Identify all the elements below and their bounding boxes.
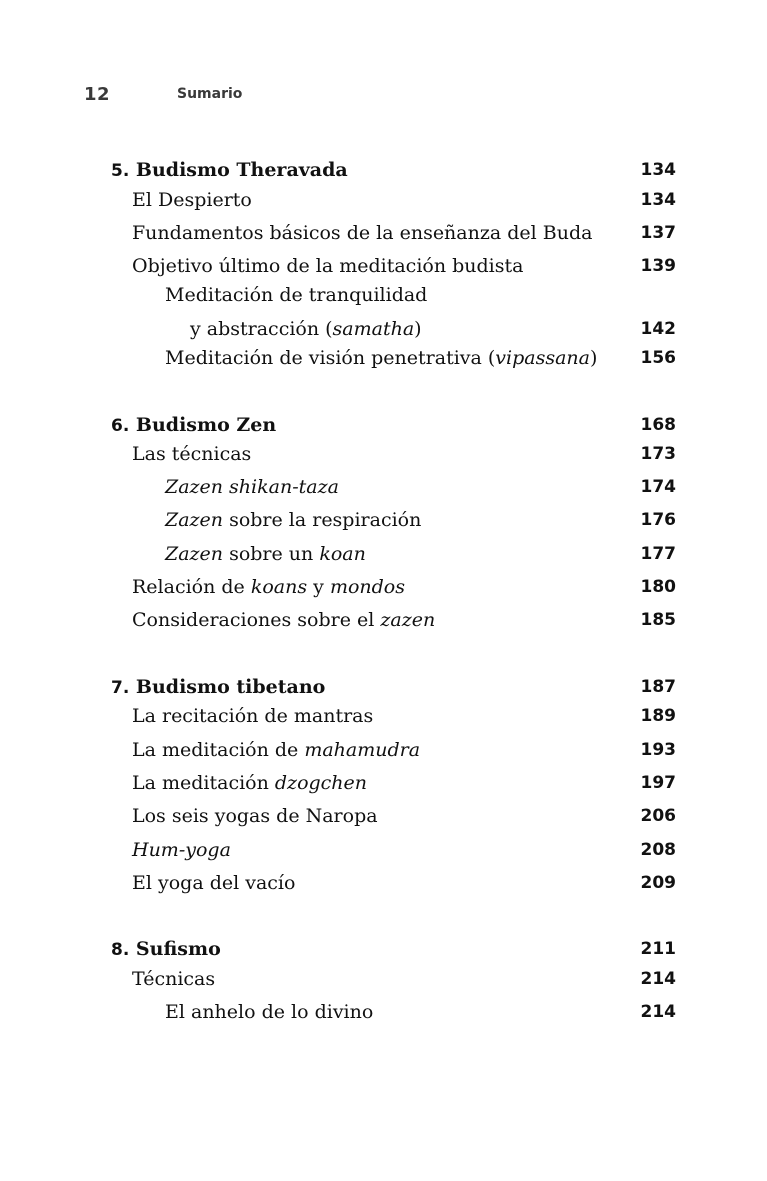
entry-text-italic: dzogchen <box>274 772 368 794</box>
entry-text: y abstracción ( <box>190 318 333 340</box>
chapter-title <box>111 157 348 184</box>
toc-entry <box>0 316 767 342</box>
chapter-title-text: Budismo Theravada <box>135 159 348 181</box>
entry-title <box>132 770 367 796</box>
toc-entry <box>0 737 767 763</box>
entry-title <box>165 507 421 533</box>
page-ref: 189 <box>640 706 676 726</box>
page-ref: 134 <box>640 160 676 180</box>
chapter-title-text: Budismo tibetano <box>135 676 326 698</box>
entry-title <box>132 574 405 600</box>
entry-text-italic: Zazen <box>165 509 224 531</box>
entry-title: El yoga del vacío <box>132 872 296 894</box>
page-ref: 142 <box>640 319 676 339</box>
chapter-number: 8. <box>111 940 130 960</box>
entry-title <box>132 837 231 863</box>
entry-title <box>190 316 422 342</box>
toc-entry <box>0 607 767 633</box>
page-ref: 168 <box>640 415 676 435</box>
entry-title: Fundamentos básicos de la enseñanza del Buda <box>132 222 593 244</box>
entry-text: sobre un <box>223 543 320 565</box>
page-ref: 206 <box>640 806 676 826</box>
page-ref: 176 <box>640 510 676 530</box>
chapter-number: 5. <box>111 161 130 181</box>
entry-text-italic: Hum-yoga <box>132 839 231 861</box>
entry-text-italic: koans <box>250 576 308 598</box>
entry-title <box>165 541 366 567</box>
entry-title: La recitación de mantras <box>132 705 374 727</box>
toc-entry <box>0 345 767 371</box>
running-head: Sumario <box>177 86 243 102</box>
page-ref: 209 <box>640 873 676 893</box>
entry-text-italic: mahamudra <box>304 739 421 761</box>
entry-text: Relación de <box>132 576 251 598</box>
toc-entry <box>0 574 767 600</box>
page-ref: 187 <box>640 677 676 697</box>
chapter-number: 7. <box>111 678 130 698</box>
entry-text: La meditación <box>132 772 275 794</box>
page-ref: 134 <box>640 190 676 210</box>
entry-text: ) <box>414 318 422 340</box>
page-ref: 173 <box>640 444 676 464</box>
page-ref: 139 <box>640 256 676 276</box>
entry-text-italic: samatha <box>332 318 415 340</box>
entry-text-italic: Zazen shikan-taza <box>165 476 339 498</box>
page-ref: 214 <box>640 969 676 989</box>
toc-entry <box>0 837 767 863</box>
page-number: 12 <box>84 84 111 105</box>
page-ref: 137 <box>640 223 676 243</box>
chapter-title-text: Budismo Zen <box>135 414 277 436</box>
toc-entry <box>0 220 767 246</box>
toc-entry <box>0 803 767 829</box>
entry-title <box>132 607 435 633</box>
entry-text: La meditación de <box>132 739 305 761</box>
entry-title: El anhelo de lo divino <box>165 1001 374 1023</box>
toc-chapter-8 <box>0 936 767 962</box>
toc-entry <box>0 541 767 567</box>
entry-title: Las técnicas <box>132 443 252 465</box>
toc-entry <box>0 441 767 467</box>
page-ref: 214 <box>640 1002 676 1022</box>
page-ref: 174 <box>640 477 676 497</box>
toc-entry <box>0 474 767 500</box>
page-ref: 197 <box>640 773 676 793</box>
toc-chapter-7 <box>0 674 767 700</box>
page-ref: 180 <box>640 577 676 597</box>
entry-title: Técnicas <box>132 968 216 990</box>
toc-entry <box>0 253 767 279</box>
chapter-title <box>111 674 325 701</box>
entry-text-italic: Zazen <box>165 543 224 565</box>
toc-entry <box>0 870 767 896</box>
page-ref: 177 <box>640 544 676 564</box>
entry-text-italic: zazen <box>380 609 436 631</box>
entry-title: Objetivo último de la meditación budista <box>132 255 524 277</box>
toc-entry <box>0 703 767 729</box>
toc-chapter-6 <box>0 412 767 438</box>
toc-entry <box>0 770 767 796</box>
entry-text-italic: koan <box>319 543 366 565</box>
toc-entry <box>0 187 767 213</box>
entry-title: El Despierto <box>132 189 252 211</box>
toc-entry <box>0 999 767 1025</box>
chapter-title-text: Sufismo <box>135 938 221 960</box>
entry-text: Consideraciones sobre el <box>132 609 381 631</box>
entry-text-italic: vipassana <box>495 347 590 369</box>
toc-chapter-5 <box>0 157 767 183</box>
entry-title: Meditación de tranquilidad <box>165 284 428 306</box>
page-ref: 208 <box>640 840 676 860</box>
toc-entry <box>0 282 767 308</box>
toc-entry <box>0 966 767 992</box>
entry-title: Los seis yogas de Naropa <box>132 805 378 827</box>
entry-text: sobre la respiración <box>223 509 422 531</box>
page-ref: 193 <box>640 740 676 760</box>
chapter-title <box>111 412 276 439</box>
entry-title <box>165 345 597 371</box>
page-ref: 185 <box>640 610 676 630</box>
entry-text: Meditación de visión penetrativa ( <box>165 347 496 369</box>
entry-text-italic: mondos <box>329 576 405 598</box>
page-ref: 156 <box>640 348 676 368</box>
chapter-title <box>111 936 221 963</box>
chapter-number: 6. <box>111 416 130 436</box>
entry-title <box>165 474 339 500</box>
entry-title <box>132 737 420 763</box>
entry-text: y <box>307 576 330 598</box>
toc-entry <box>0 507 767 533</box>
page-ref: 211 <box>640 939 676 959</box>
entry-text: ) <box>590 347 598 369</box>
